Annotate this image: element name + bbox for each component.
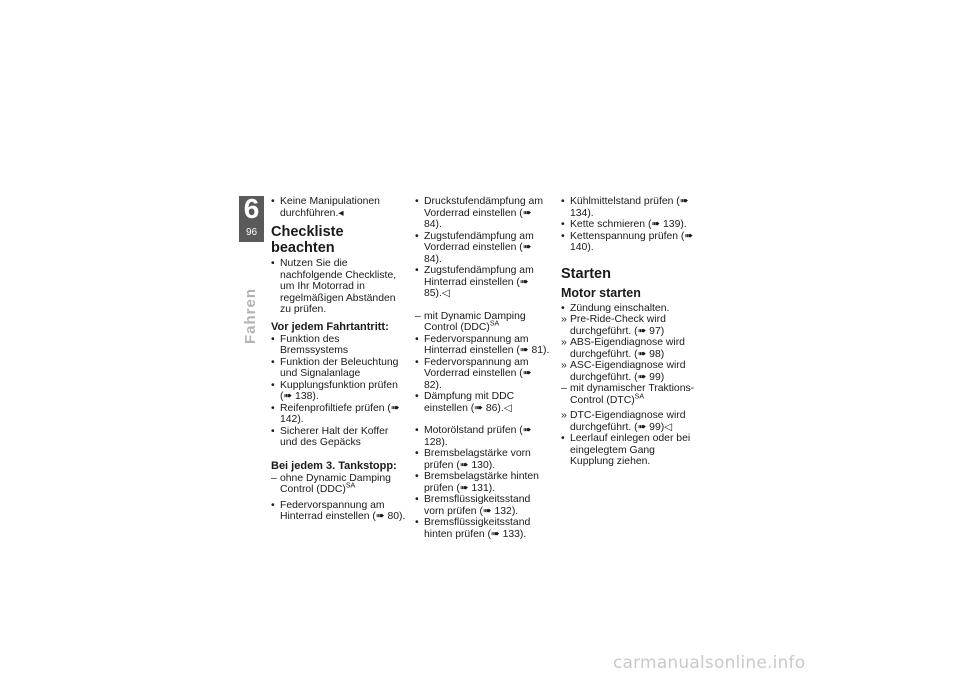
list-marker: » bbox=[561, 314, 567, 325]
list-item-text: Zündung einschalten. bbox=[570, 302, 670, 314]
list-item bbox=[271, 380, 406, 403]
list-marker: • bbox=[415, 494, 419, 505]
list-marker: • bbox=[415, 265, 419, 276]
subheading-before-ride: Vor jedem Fahrtantritt: bbox=[271, 320, 389, 333]
list-marker: • bbox=[415, 425, 419, 436]
chapter-tab bbox=[239, 193, 264, 242]
before-ride-list bbox=[271, 334, 406, 449]
list-marker: • bbox=[415, 448, 419, 459]
list-marker: • bbox=[415, 391, 419, 402]
list-item-text: Bremsflüssigkeitsstand vorn prüfen (➠ 132). bbox=[424, 494, 531, 517]
list-marker: • bbox=[415, 196, 419, 207]
list-item bbox=[561, 219, 696, 231]
chapter-number: 6 bbox=[243, 193, 260, 224]
column-2 bbox=[415, 196, 550, 540]
list-item bbox=[271, 403, 406, 426]
list-item-text: Federvorspannung am Hinterrad einstellen (➠ 80). bbox=[280, 499, 406, 522]
check-list bbox=[415, 425, 550, 540]
list-item-dash: – mit dynamischer Traktions-Control (DTC)$^{SA}$ bbox=[561, 383, 695, 406]
list-item bbox=[415, 357, 550, 392]
list-item bbox=[561, 314, 696, 337]
list-item-dash: – ohne Dynamic Damping Control (DDC)$^{SA}$ bbox=[271, 472, 391, 495]
list-item-text: Kühlmittelstand prüfen (➠ 134). bbox=[570, 196, 689, 219]
list-item bbox=[561, 337, 696, 360]
ddc-list bbox=[415, 334, 550, 415]
list-marker: • bbox=[271, 258, 275, 269]
list-marker: • bbox=[271, 356, 275, 368]
list-item-text: Zugstufendämpfung am Vorderrad einstellen (➠ 84). bbox=[424, 230, 534, 265]
subheading-tank-stop: Bei jedem 3. Tankstopp: bbox=[271, 459, 397, 472]
list-item-text: Federvorspannung am Hinterrad einstellen (➠ 81). bbox=[424, 333, 550, 356]
list-item-text: Kupplungsfunktion prüfen (➠ 138). bbox=[280, 379, 398, 402]
list-item-text: Nutzen Sie die nachfolgende Checkliste, um Ihr Motorrad in regelmäßigen Abständen zu prüfen. bbox=[280, 258, 397, 315]
coolant-chain-list bbox=[561, 196, 696, 254]
list-item bbox=[561, 303, 696, 315]
intro-list bbox=[271, 196, 406, 219]
list-item-text: Funktion des Bremssystems bbox=[280, 333, 349, 356]
list-item-text: Sicherer Halt der Koffer und des Gepäcks bbox=[280, 425, 389, 448]
list-marker: • bbox=[415, 356, 419, 368]
list-marker: • bbox=[271, 499, 275, 511]
list-item bbox=[415, 517, 550, 540]
list-item bbox=[415, 196, 550, 231]
list-item bbox=[415, 448, 550, 471]
list-marker: » bbox=[561, 410, 567, 421]
list-item bbox=[271, 334, 406, 357]
list-marker: • bbox=[561, 302, 565, 314]
list-item-text: ASC-Eigendiagnose wird durchgeführt. (➠ 99) bbox=[570, 360, 686, 383]
list-marker: » bbox=[561, 337, 567, 348]
list-item bbox=[271, 196, 406, 219]
list-marker: • bbox=[561, 433, 565, 444]
list-item-text: Pre-Ride-Check wird durchgeführt. (➠ 97) bbox=[570, 314, 666, 337]
list-marker: • bbox=[271, 379, 275, 391]
list-item bbox=[271, 258, 406, 316]
list-item-text: Keine Manipulationen durchführen.◂ bbox=[280, 196, 380, 219]
list-item-text: Kettenspannung prüfen (➠ 140). bbox=[570, 230, 694, 253]
subheading-engine-start: Motor starten bbox=[561, 285, 641, 300]
list-item bbox=[415, 494, 550, 517]
list-item-text: DTC-Eigendiagnose wird durchgeführt. (➠ 99)◁ bbox=[570, 410, 686, 433]
list-item-text: Dämpfung mit DDC einstellen (➠ 86).◁ bbox=[424, 391, 515, 414]
list-marker: • bbox=[415, 471, 419, 482]
chapter-side-label: Fahren bbox=[242, 287, 259, 344]
list-item bbox=[271, 357, 406, 380]
list-marker: » bbox=[561, 360, 567, 371]
list-item bbox=[415, 425, 550, 448]
list-item bbox=[271, 500, 406, 523]
list-item bbox=[415, 231, 550, 266]
damping-list bbox=[415, 196, 550, 300]
list-item bbox=[415, 334, 550, 357]
list-marker: • bbox=[561, 219, 565, 230]
section-heading-checklist: Checkliste beachten bbox=[271, 224, 344, 256]
list-marker: • bbox=[271, 196, 275, 207]
start-list bbox=[561, 303, 696, 384]
section-heading-start: Starten bbox=[561, 265, 611, 282]
list-marker: • bbox=[415, 517, 419, 528]
list-item bbox=[415, 265, 550, 300]
list-item bbox=[271, 426, 406, 449]
checklist-intro bbox=[271, 258, 406, 316]
list-item-dash: – mit Dynamic Damping Control (DDC)$^{SA}$ bbox=[415, 310, 526, 333]
column-3 bbox=[561, 196, 696, 468]
list-item-text: Federvorspannung am Vorderrad einstellen (➠ 82). bbox=[424, 356, 532, 391]
list-item-text: Motorölstand prüfen (➠ 128). bbox=[424, 425, 532, 448]
list-item bbox=[561, 433, 696, 468]
list-marker: • bbox=[415, 230, 419, 242]
list-item bbox=[415, 471, 550, 494]
list-item-text: Bremsflüssigkeitsstand hinten prüfen (➠ 133). bbox=[424, 517, 531, 540]
tank-stop-list bbox=[271, 500, 406, 523]
list-marker: • bbox=[271, 425, 275, 437]
watermark: carmanualsonline.info bbox=[613, 653, 806, 673]
list-item bbox=[561, 410, 696, 433]
list-item bbox=[415, 391, 550, 414]
list-item bbox=[561, 231, 696, 254]
list-marker: • bbox=[561, 230, 565, 242]
column-1 bbox=[271, 196, 406, 523]
page-number: 96 bbox=[245, 227, 258, 238]
list-item-text: Druckstufendämpfung am Vorderrad einstellen (➠ 84). bbox=[424, 196, 543, 230]
list-item-text: Leerlauf einlegen oder bei eingelegtem Gang Kupplung ziehen. bbox=[570, 433, 691, 467]
list-item-text: Bremsbelagstärke hinten prüfen (➠ 131). bbox=[424, 471, 539, 494]
list-marker: • bbox=[271, 333, 275, 345]
list-marker: • bbox=[561, 196, 565, 207]
list-item bbox=[561, 360, 696, 383]
list-item-text: Funktion der Beleuchtung und Signalanlage bbox=[280, 356, 399, 379]
start-list-2 bbox=[561, 410, 696, 468]
list-marker: • bbox=[271, 402, 275, 414]
list-item-text: Zugstufendämpfung am Hinterrad einstellen (➠ 85).◁ bbox=[424, 265, 534, 299]
list-item bbox=[561, 196, 696, 219]
list-item-text: Reifenprofiltiefe prüfen (➠ 142). bbox=[280, 402, 400, 425]
list-item-text: Kette schmieren (➠ 139). bbox=[570, 219, 687, 230]
list-marker: • bbox=[415, 333, 419, 345]
list-item-text: ABS-Eigendiagnose wird durchgeführt. (➠ 98) bbox=[570, 337, 685, 360]
list-item-text: Bremsbelagstärke vorn prüfen (➠ 130). bbox=[424, 448, 531, 471]
